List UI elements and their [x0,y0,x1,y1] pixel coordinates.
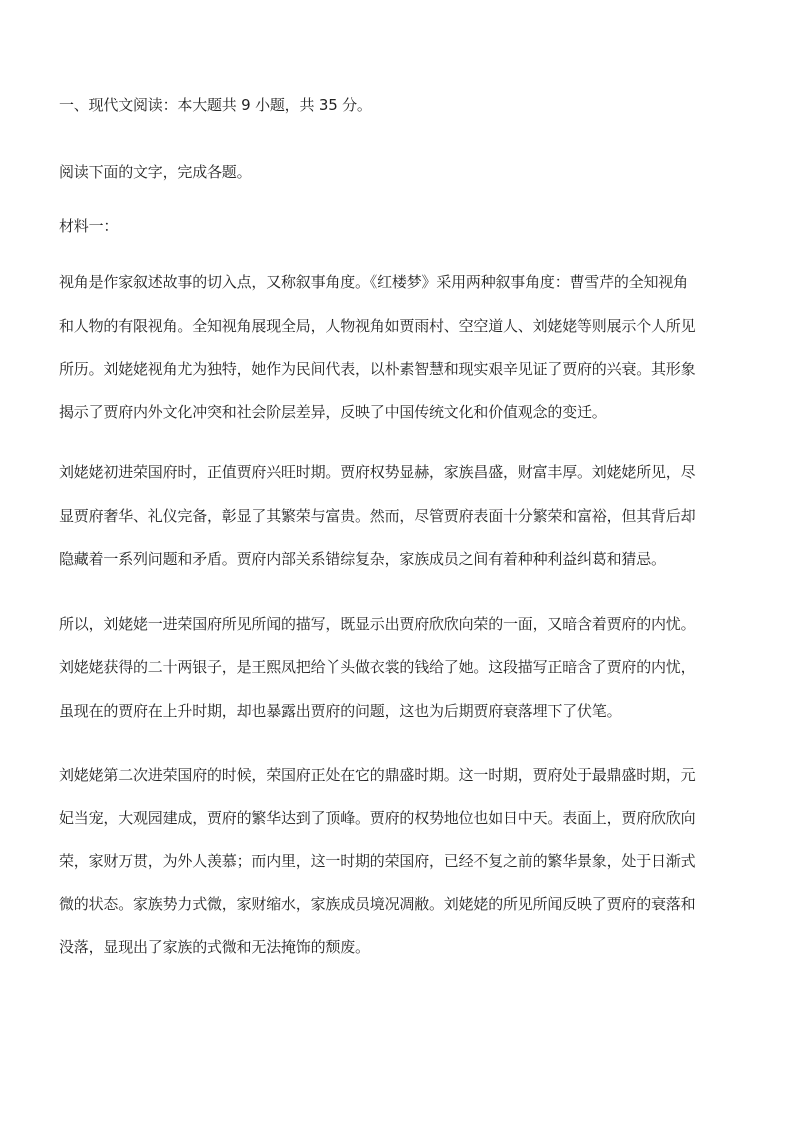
paragraph-line: 虽现在的贾府在上升时期，却也暴露出贾府的问题，这也为后期贾府衰落埋下了伏笔。 [59,702,622,720]
paragraph-line: 刘姥姥获得的二十两银子，是王熙凤把给丫头做衣裳的钱给了她。这段描写正暗含了贾府的内忧， [59,658,696,676]
paragraph-line: 刘姥姥初进荣国府时，正值贾府兴旺时期。贾府权势显赫，家族昌盛，财富丰厚。刘姥姥所见，尽 [59,463,696,481]
paragraph-line: 所历。刘姥姥视角尤为独特，她作为民间代表，以朴素智慧和现实艰辛见证了贾府的兴衰。其形象 [59,360,696,378]
paragraph-line: 隐藏着一系列问题和矛盾。贾府内部关系错综复杂，家族成员之间有着种种利益纠葛和猜忌。 [59,550,666,568]
reading-instruction: 阅读下面的文字，完成各题。 [59,163,252,181]
paragraph-line: 视角是作家叙述故事的切入点，又称叙事角度。《红楼梦》采用两种叙事角度：曹雪芹的全知视角 [59,273,688,291]
paragraph-line: 和人物的有限视角。全知视角展现全局，人物视角如贾雨村、空空道人、刘姥姥等则展示个人所见 [59,317,696,335]
material-label: 材料一： [59,217,119,235]
section-heading: 一、现代文阅读：本大题共 9 小题，共 35 分。 [59,96,372,114]
paragraph-line: 没落，显现出了家族的式微和无法掩饰的颓废。 [59,938,370,956]
paragraph-line: 妃当宠，大观园建成，贾府的繁华达到了顶峰。贾府的权势地位也如日中天。表面上，贾府欣欣向 [59,809,696,827]
paragraph-line: 所以，刘姥姥一进荣国府所见所闻的描写，既显示出贾府欣欣向荣的一面，又暗含着贾府的内忧。 [59,615,696,633]
paragraph-line: 刘姥姥第二次进荣国府的时候，荣国府正处在它的鼎盛时期。这一时期，贾府处于最鼎盛时期，元 [59,766,696,784]
paragraph-line: 微的状态。家族势力式微，家财缩水，家族成员境况凋敝。刘姥姥的所见所闻反映了贾府的衰落和 [59,895,696,913]
paragraph-line: 显贾府奢华、礼仪完备，彰显了其繁荣与富贵。然而，尽管贾府表面十分繁荣和富裕，但其背后却 [59,507,696,525]
paragraph-line: 揭示了贾府内外文化冲突和社会阶层差异，反映了中国传统文化和价值观念的变迁。 [59,403,607,421]
paragraph-line: 荣，家财万贯，为外人羡慕；而内里，这一时期的荣国府，已经不复之前的繁华景象，处于日渐式 [59,852,696,870]
